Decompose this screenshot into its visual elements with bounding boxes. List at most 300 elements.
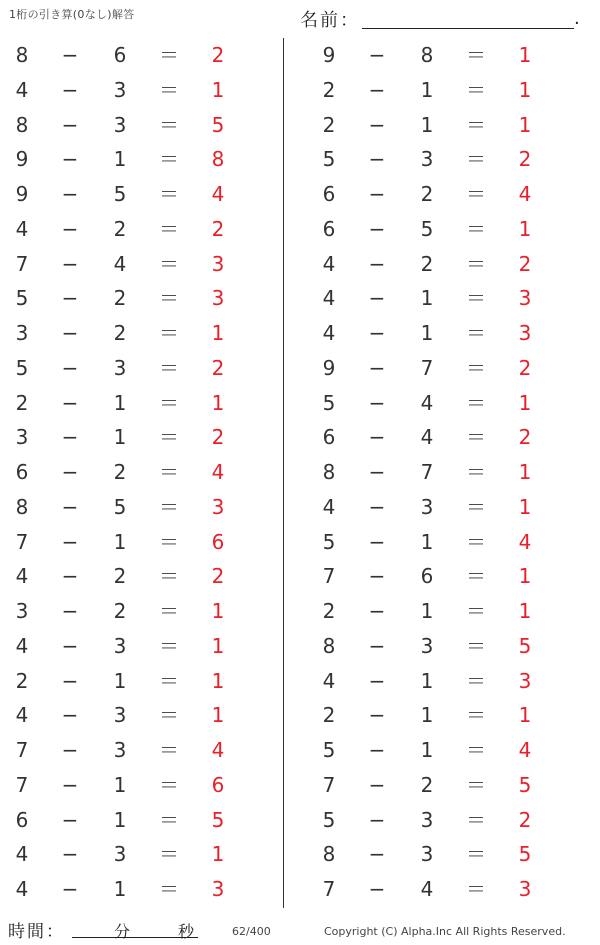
equals-sign: ＝: [159, 842, 179, 867]
subtrahend: 2: [113, 599, 127, 623]
equals-sign: ＝: [466, 425, 486, 450]
minuend: 5: [322, 807, 336, 832]
minuend: 7: [322, 772, 336, 797]
problem-row: [317, 108, 577, 143]
subtrahend: 3: [113, 703, 127, 728]
subtrahend: 4: [113, 251, 127, 276]
minuend: 7: [15, 529, 29, 554]
subtrahend: 1: [420, 738, 434, 762]
answer: 4: [518, 182, 532, 206]
equals-sign: ＝: [159, 425, 179, 450]
minus-sign: −: [368, 216, 386, 241]
problem-row: [10, 837, 270, 872]
minuend: 4: [322, 286, 336, 311]
minuend: 4: [15, 877, 29, 901]
equals-sign: ＝: [466, 494, 486, 519]
equals-sign: ＝: [466, 529, 486, 554]
equals-sign: ＝: [466, 599, 486, 623]
minuend: 5: [15, 355, 29, 380]
minus-sign: −: [368, 425, 386, 450]
problem-row: [10, 177, 270, 212]
minuend: 4: [15, 77, 29, 102]
answer: 3: [211, 286, 225, 311]
minuend: 3: [15, 599, 29, 623]
minus-sign: −: [61, 703, 79, 728]
minus-sign: −: [368, 877, 386, 901]
minus-sign: −: [61, 460, 79, 484]
problem-row: [317, 698, 577, 733]
minus-sign: −: [368, 286, 386, 311]
minuend: 4: [322, 251, 336, 276]
problem-row: [10, 525, 270, 560]
equals-sign: ＝: [159, 286, 179, 311]
minus-sign: −: [368, 633, 386, 658]
minus-sign: −: [61, 772, 79, 797]
minus-sign: −: [61, 321, 79, 345]
minuend: 4: [15, 842, 29, 867]
answer: 3: [211, 251, 225, 276]
subtrahend: 7: [420, 355, 434, 380]
equals-sign: ＝: [466, 460, 486, 484]
answer: 1: [518, 43, 532, 67]
minuend: 5: [15, 286, 29, 311]
subtrahend: 5: [113, 182, 127, 206]
answer: 2: [211, 43, 225, 67]
equals-sign: ＝: [159, 772, 179, 797]
minuend: 8: [15, 112, 29, 137]
answer: 5: [211, 112, 225, 137]
subtrahend: 3: [420, 147, 434, 172]
subtrahend: 2: [420, 772, 434, 797]
answer: 2: [211, 216, 225, 241]
equals-sign: ＝: [466, 216, 486, 241]
minus-sign: −: [61, 216, 79, 241]
minus-sign: −: [368, 251, 386, 276]
problem-row: [10, 142, 270, 177]
minuend: 6: [15, 807, 29, 832]
subtrahend: 1: [113, 807, 127, 832]
subtrahend: 2: [113, 460, 127, 484]
subtrahend: 1: [113, 390, 127, 415]
problem-row: [10, 872, 270, 907]
problem-row: [10, 490, 270, 525]
subtrahend: 1: [113, 877, 127, 901]
minus-sign: −: [368, 564, 386, 589]
equals-sign: ＝: [466, 321, 486, 345]
equals-sign: ＝: [466, 738, 486, 762]
minuend: 5: [322, 390, 336, 415]
equals-sign: ＝: [159, 216, 179, 241]
minus-sign: −: [368, 494, 386, 519]
equals-sign: ＝: [466, 77, 486, 102]
equals-sign: ＝: [159, 355, 179, 380]
answer: 3: [211, 877, 225, 901]
equals-sign: ＝: [466, 355, 486, 380]
problem-row: [10, 351, 270, 386]
minuend: 4: [322, 668, 336, 693]
minus-sign: −: [368, 43, 386, 67]
minuend: 8: [15, 43, 29, 67]
minuend: 8: [322, 633, 336, 658]
problem-row: [317, 525, 577, 560]
answer: 1: [211, 390, 225, 415]
minuend: 6: [15, 460, 29, 484]
minuend: 9: [15, 182, 29, 206]
subtrahend: 1: [113, 425, 127, 450]
minus-sign: −: [61, 564, 79, 589]
equals-sign: ＝: [159, 633, 179, 658]
right-problem-column: [317, 38, 577, 907]
minuend: 2: [322, 77, 336, 102]
problem-row: [317, 594, 577, 629]
minus-sign: −: [61, 738, 79, 762]
minus-sign: −: [368, 390, 386, 415]
subtrahend: 7: [420, 460, 434, 484]
answer: 4: [211, 182, 225, 206]
problem-row: [317, 872, 577, 907]
minus-sign: −: [368, 77, 386, 102]
problem-row: [317, 316, 577, 351]
answer: 3: [211, 494, 225, 519]
minuend: 5: [322, 147, 336, 172]
answer: 4: [518, 529, 532, 554]
subtrahend: 2: [113, 321, 127, 345]
minus-sign: −: [368, 703, 386, 728]
minus-sign: −: [61, 425, 79, 450]
minus-sign: −: [368, 807, 386, 832]
subtrahend: 5: [113, 494, 127, 519]
minus-sign: −: [368, 321, 386, 345]
minus-sign: −: [368, 842, 386, 867]
problem-row: [10, 420, 270, 455]
minus-sign: −: [61, 43, 79, 67]
answer: 1: [518, 460, 532, 484]
minus-sign: −: [368, 529, 386, 554]
problem-row: [317, 768, 577, 803]
equals-sign: ＝: [159, 77, 179, 102]
subtrahend: 8: [420, 43, 434, 67]
equals-sign: ＝: [159, 877, 179, 901]
problem-row: [317, 281, 577, 316]
problem-row: [317, 38, 577, 73]
equals-sign: ＝: [159, 390, 179, 415]
subtrahend: 5: [420, 216, 434, 241]
equals-sign: ＝: [159, 668, 179, 693]
equals-sign: ＝: [159, 599, 179, 623]
minus-sign: −: [61, 877, 79, 901]
problem-row: [10, 212, 270, 247]
subtrahend: 1: [420, 321, 434, 345]
problem-row: [10, 594, 270, 629]
problem-row: [10, 559, 270, 594]
minuend: 7: [15, 251, 29, 276]
subtrahend: 3: [113, 842, 127, 867]
equals-sign: ＝: [159, 147, 179, 172]
answer: 2: [518, 355, 532, 380]
subtrahend: 1: [420, 703, 434, 728]
problem-row: [10, 38, 270, 73]
subtrahend: 2: [420, 251, 434, 276]
subtrahend: 2: [113, 564, 127, 589]
minus-sign: −: [61, 147, 79, 172]
minuend: 5: [322, 738, 336, 762]
subtrahend: 3: [113, 112, 127, 137]
minus-sign: −: [61, 599, 79, 623]
equals-sign: ＝: [159, 460, 179, 484]
minuend: 2: [15, 668, 29, 693]
minuend: 9: [15, 147, 29, 172]
minuend: 4: [15, 564, 29, 589]
equals-sign: ＝: [159, 112, 179, 137]
name-end-mark: .: [574, 8, 580, 29]
equals-sign: ＝: [159, 251, 179, 276]
answer: 1: [518, 216, 532, 241]
copyright-notice: Copyright (C) Alpha.Inc All Rights Reserved.: [324, 925, 566, 938]
minus-sign: −: [61, 668, 79, 693]
equals-sign: ＝: [466, 286, 486, 311]
equals-sign: ＝: [159, 182, 179, 206]
problem-row: [317, 559, 577, 594]
minuend: 8: [322, 460, 336, 484]
subtrahend: 3: [113, 77, 127, 102]
problem-row: [317, 142, 577, 177]
minus-sign: −: [368, 738, 386, 762]
answer: 1: [518, 494, 532, 519]
problem-row: [317, 351, 577, 386]
minuend: 4: [322, 321, 336, 345]
subtrahend: 2: [420, 182, 434, 206]
minuend: 9: [322, 355, 336, 380]
equals-sign: ＝: [466, 182, 486, 206]
problem-row: [10, 664, 270, 699]
subtrahend: 3: [113, 633, 127, 658]
answer: 1: [211, 842, 225, 867]
subtrahend: 3: [113, 738, 127, 762]
column-divider: [283, 38, 284, 908]
answer: 5: [211, 807, 225, 832]
problem-row: [317, 386, 577, 421]
equals-sign: ＝: [159, 494, 179, 519]
answer: 3: [518, 321, 532, 345]
name-label: 名前：: [300, 10, 360, 31]
minutes-label: 分: [114, 922, 131, 941]
minus-sign: −: [61, 77, 79, 102]
subtrahend: 4: [420, 425, 434, 450]
problem-row: [10, 316, 270, 351]
answer: 5: [518, 842, 532, 867]
answer: 4: [211, 738, 225, 762]
answer: 2: [211, 355, 225, 380]
problem-row: [10, 698, 270, 733]
equals-sign: ＝: [466, 668, 486, 693]
answer: 1: [211, 77, 225, 102]
minuend: 7: [322, 564, 336, 589]
minus-sign: −: [368, 599, 386, 623]
problem-row: [10, 386, 270, 421]
minus-sign: −: [368, 460, 386, 484]
problem-row: [317, 490, 577, 525]
subtrahend: 1: [113, 529, 127, 554]
minuend: 7: [15, 738, 29, 762]
answer: 3: [518, 286, 532, 311]
subtrahend: 3: [420, 807, 434, 832]
answer: 5: [518, 772, 532, 797]
minuend: 3: [15, 321, 29, 345]
problem-row: [317, 837, 577, 872]
equals-sign: ＝: [466, 633, 486, 658]
minuend: 4: [15, 216, 29, 241]
minus-sign: −: [61, 355, 79, 380]
subtrahend: 1: [420, 529, 434, 554]
subtrahend: 3: [420, 494, 434, 519]
minuend: 7: [15, 772, 29, 797]
name-line: [362, 28, 574, 29]
minus-sign: −: [61, 286, 79, 311]
equals-sign: ＝: [466, 43, 486, 67]
minuend: 8: [322, 842, 336, 867]
minus-sign: −: [61, 807, 79, 832]
problem-row: [317, 177, 577, 212]
problem-row: [10, 108, 270, 143]
answer: 1: [211, 599, 225, 623]
minuend: 2: [15, 390, 29, 415]
minuend: 2: [322, 599, 336, 623]
subtrahend: 1: [420, 77, 434, 102]
equals-sign: ＝: [159, 529, 179, 554]
problem-row: [10, 629, 270, 664]
problem-row: [10, 281, 270, 316]
equals-sign: ＝: [466, 112, 486, 137]
name-area: [300, 6, 590, 32]
problem-row: [317, 73, 577, 108]
minuend: 5: [322, 529, 336, 554]
answer: 6: [211, 529, 225, 554]
answer: 1: [518, 390, 532, 415]
subtrahend: 6: [113, 43, 127, 67]
equals-sign: ＝: [466, 251, 486, 276]
problem-row: [10, 768, 270, 803]
minuend: 6: [322, 425, 336, 450]
minus-sign: −: [61, 842, 79, 867]
minuend: 4: [15, 633, 29, 658]
answer: 2: [518, 425, 532, 450]
answer: 1: [518, 77, 532, 102]
equals-sign: ＝: [466, 842, 486, 867]
answer: 2: [518, 147, 532, 172]
equals-sign: ＝: [466, 564, 486, 589]
answer: 1: [518, 703, 532, 728]
equals-sign: ＝: [466, 807, 486, 832]
minus-sign: −: [368, 355, 386, 380]
minus-sign: −: [61, 390, 79, 415]
seconds-label: 秒: [178, 922, 195, 941]
problem-row: [317, 212, 577, 247]
subtrahend: 1: [113, 668, 127, 693]
equals-sign: ＝: [466, 772, 486, 797]
answer: 4: [518, 738, 532, 762]
minus-sign: −: [368, 182, 386, 206]
problem-row: [10, 803, 270, 838]
minus-sign: −: [61, 529, 79, 554]
minuend: 4: [322, 494, 336, 519]
minus-sign: −: [368, 668, 386, 693]
subtrahend: 1: [420, 112, 434, 137]
answer: 1: [211, 703, 225, 728]
subtrahend: 2: [113, 216, 127, 241]
answer: 1: [518, 112, 532, 137]
subtrahend: 1: [420, 286, 434, 311]
problem-row: [317, 629, 577, 664]
equals-sign: ＝: [466, 877, 486, 901]
minuend: 2: [322, 703, 336, 728]
minus-sign: −: [61, 251, 79, 276]
equals-sign: ＝: [159, 321, 179, 345]
problem-row: [10, 455, 270, 490]
problem-row: [317, 247, 577, 282]
minus-sign: −: [368, 147, 386, 172]
subtrahend: 3: [420, 633, 434, 658]
subtrahend: 1: [113, 147, 127, 172]
answer: 1: [211, 668, 225, 693]
minuend: 2: [322, 112, 336, 137]
answer: 3: [518, 668, 532, 693]
subtrahend: 6: [420, 564, 434, 589]
answer: 4: [211, 460, 225, 484]
page-number: 62/400: [232, 925, 271, 938]
answer: 6: [211, 772, 225, 797]
minuend: 8: [15, 494, 29, 519]
minus-sign: −: [61, 112, 79, 137]
minuend: 6: [322, 182, 336, 206]
answer: 5: [518, 633, 532, 658]
subtrahend: 1: [113, 772, 127, 797]
subtrahend: 4: [420, 877, 434, 901]
subtrahend: 4: [420, 390, 434, 415]
equals-sign: ＝: [466, 703, 486, 728]
answer: 2: [518, 807, 532, 832]
problem-row: [10, 733, 270, 768]
equals-sign: ＝: [159, 43, 179, 67]
equals-sign: ＝: [159, 703, 179, 728]
problem-row: [317, 420, 577, 455]
subtrahend: 1: [420, 668, 434, 693]
minuend: 7: [322, 877, 336, 901]
answer: 1: [211, 321, 225, 345]
minuend: 6: [322, 216, 336, 241]
minuend: 3: [15, 425, 29, 450]
subtrahend: 3: [113, 355, 127, 380]
equals-sign: ＝: [159, 807, 179, 832]
equals-sign: ＝: [466, 147, 486, 172]
worksheet-title: 1桁の引き算(0なし)解答: [9, 8, 135, 21]
problem-row: [317, 803, 577, 838]
answer: 1: [518, 564, 532, 589]
problem-row: [10, 73, 270, 108]
minuend: 4: [15, 703, 29, 728]
subtrahend: 3: [420, 842, 434, 867]
subtrahend: 1: [420, 599, 434, 623]
time-label: 時間：: [8, 922, 65, 942]
equals-sign: ＝: [159, 564, 179, 589]
minus-sign: −: [61, 182, 79, 206]
problem-row: [317, 733, 577, 768]
problem-row: [317, 664, 577, 699]
answer: 1: [518, 599, 532, 623]
problem-row: [10, 247, 270, 282]
answer: 8: [211, 147, 225, 172]
subtrahend: 2: [113, 286, 127, 311]
equals-sign: ＝: [159, 738, 179, 762]
